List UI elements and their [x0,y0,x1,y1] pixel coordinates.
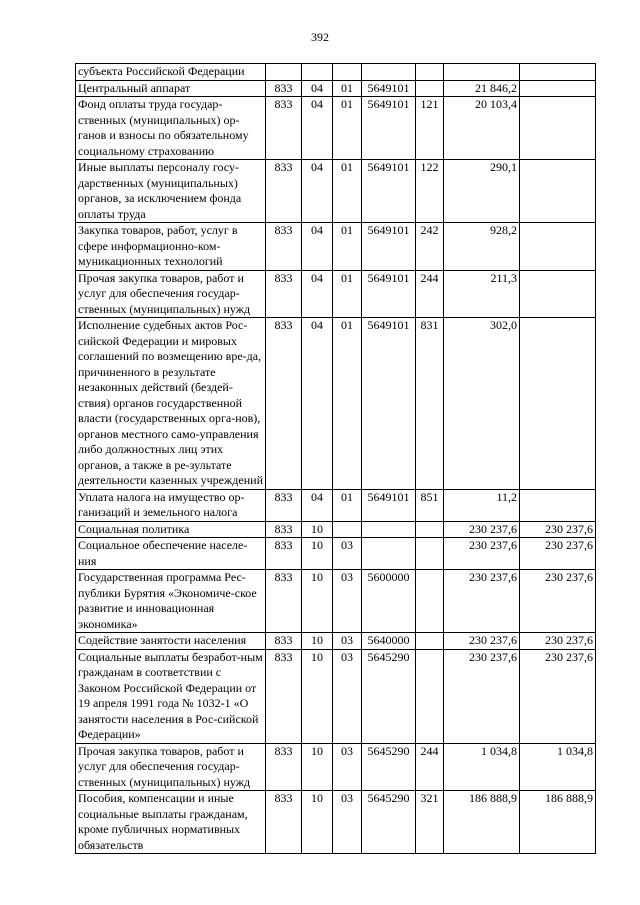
page-number: 392 [311,30,329,44]
cell-name: Социальное обеспечение населе-ния [76,538,266,570]
cell-expense-type [416,633,444,650]
table-row [76,538,596,570]
cell-section: 10 [302,633,333,650]
cell-amount: 1 034,8 [444,743,520,791]
cell-grbs: 833 [266,538,302,570]
cell-name: Уплата налога на имущество ор-ганизаций и земельного налога [76,489,266,521]
cell-amount: 11,2 [444,489,520,521]
cell-grbs: 833 [266,270,302,318]
cell-name: Исполнение судебных актов Рос-сийской Федерации и мировых соглашений по возмещению вре-да, причиненного в результате незаконных действий (бездей-ствия) органов государственной власти (государственных орга-нов), органов местного само-управления либо должностных лиц этих органов, а также в ре-зультате деятельности казенных учреждений [76,318,266,490]
cell-amount: 290,1 [444,160,520,223]
cell-target-item: 5645290 [362,791,416,854]
table-row [76,570,596,633]
cell-section: 04 [302,223,333,271]
cell-expense-type: 831 [416,318,444,490]
cell-grbs: 833 [266,489,302,521]
cell-expense-type [416,521,444,538]
cell-expense-type [416,64,444,81]
cell-amount-federal: 230 237,6 [520,538,596,570]
cell-section: 04 [302,489,333,521]
cell-name: Пособия, компенсации и иные социальные выплаты гражданам, кроме публичных нормативных обязательств [76,791,266,854]
cell-grbs: 833 [266,97,302,160]
cell-grbs: 833 [266,80,302,97]
cell-section [302,64,333,81]
cell-grbs: 833 [266,570,302,633]
cell-subsection: 03 [333,649,362,743]
cell-grbs: 833 [266,223,302,271]
cell-target-item: 5649101 [362,223,416,271]
cell-amount: 20 103,4 [444,97,520,160]
cell-target-item: 5649101 [362,489,416,521]
cell-subsection: 03 [333,570,362,633]
cell-amount-federal: 230 237,6 [520,649,596,743]
cell-section: 10 [302,521,333,538]
cell-name: Содействие занятости населения [76,633,266,650]
cell-name: Закупка товаров, работ, услуг в сфере информационно-ком-муникационных технологий [76,223,266,271]
cell-section: 10 [302,743,333,791]
cell-amount-federal [520,318,596,490]
table-row [76,160,596,223]
cell-amount: 230 237,6 [444,538,520,570]
table-row [76,270,596,318]
cell-target-item: 5649101 [362,97,416,160]
cell-name: Прочая закупка товаров, работ и услуг для обеспечения государ-ственных (муниципальных) нужд [76,270,266,318]
cell-expense-type: 122 [416,160,444,223]
cell-amount-federal: 230 237,6 [520,521,596,538]
cell-name: Социальные выплаты безработ-ным гражданам в соответствии с Законом Российской Федерации от 19 апреля 1991 года № 1032-1 «О занятости населения в Рос-сийской Федерации» [76,649,266,743]
cell-amount-federal: 230 237,6 [520,570,596,633]
cell-grbs: 833 [266,791,302,854]
cell-amount: 302,0 [444,318,520,490]
cell-section: 04 [302,80,333,97]
cell-target-item: 5640000 [362,633,416,650]
cell-amount-federal: 186 888,9 [520,791,596,854]
cell-expense-type [416,538,444,570]
cell-subsection: 01 [333,489,362,521]
cell-grbs: 833 [266,649,302,743]
table-row [76,791,596,854]
table-row [76,97,596,160]
cell-grbs: 833 [266,160,302,223]
table-body [76,64,596,854]
cell-amount-federal [520,223,596,271]
cell-amount [444,64,520,81]
cell-amount: 230 237,6 [444,521,520,538]
table-row [76,633,596,650]
cell-target-item [362,538,416,570]
cell-subsection: 01 [333,270,362,318]
cell-expense-type: 242 [416,223,444,271]
table-row [76,489,596,521]
cell-amount: 928,2 [444,223,520,271]
cell-section: 04 [302,270,333,318]
cell-amount: 230 237,6 [444,633,520,650]
cell-subsection: 01 [333,318,362,490]
cell-amount-federal [520,489,596,521]
table-row [76,223,596,271]
cell-name: Иные выплаты персоналу госу-дарственных (муниципальных) органов, за исключением фонда оплаты труда [76,160,266,223]
cell-name: Центральный аппарат [76,80,266,97]
cell-expense-type [416,570,444,633]
cell-subsection: 01 [333,97,362,160]
cell-amount-federal [520,270,596,318]
cell-amount-federal [520,97,596,160]
cell-amount-federal [520,160,596,223]
cell-subsection: 03 [333,791,362,854]
cell-grbs [266,64,302,81]
cell-subsection: 01 [333,80,362,97]
cell-target-item: 5649101 [362,80,416,97]
cell-target-item: 5645290 [362,743,416,791]
cell-amount: 230 237,6 [444,649,520,743]
cell-amount: 230 237,6 [444,570,520,633]
cell-amount: 21 846,2 [444,80,520,97]
cell-amount-federal: 1 034,8 [520,743,596,791]
cell-expense-type [416,80,444,97]
cell-name: субъекта Российской Федерации [76,64,266,81]
cell-section: 04 [302,97,333,160]
cell-expense-type [416,649,444,743]
table-row [76,521,596,538]
cell-amount: 186 888,9 [444,791,520,854]
cell-expense-type: 121 [416,97,444,160]
cell-amount-federal: 230 237,6 [520,633,596,650]
cell-section: 10 [302,791,333,854]
cell-grbs: 833 [266,521,302,538]
cell-amount: 211,3 [444,270,520,318]
cell-subsection [333,64,362,81]
cell-subsection: 03 [333,538,362,570]
cell-target-item: 5649101 [362,160,416,223]
cell-expense-type: 321 [416,791,444,854]
cell-section: 04 [302,318,333,490]
cell-subsection: 03 [333,743,362,791]
cell-subsection [333,521,362,538]
cell-section: 04 [302,160,333,223]
cell-target-item: 5645290 [362,649,416,743]
table-row [76,80,596,97]
cell-target-item: 5649101 [362,270,416,318]
cell-grbs: 833 [266,743,302,791]
cell-name: Государственная программа Рес-публики Бурятия «Экономиче-ское развитие и инновационная экономика» [76,570,266,633]
cell-name: Прочая закупка товаров, работ и услуг для обеспечения государ-ственных (муниципальных) нужд [76,743,266,791]
cell-name: Фонд оплаты труда государ-ственных (муниципальных) ор-ганов и взносы по обязательному социальному страхованию [76,97,266,160]
cell-expense-type: 851 [416,489,444,521]
cell-target-item [362,521,416,538]
table-row [76,649,596,743]
cell-section: 10 [302,649,333,743]
cell-subsection: 03 [333,633,362,650]
cell-amount-federal [520,64,596,81]
cell-section: 10 [302,538,333,570]
budget-table [75,63,596,854]
table-row [76,743,596,791]
cell-amount-federal [520,80,596,97]
cell-target-item: 5649101 [362,318,416,490]
cell-target-item [362,64,416,81]
cell-expense-type: 244 [416,270,444,318]
cell-expense-type: 244 [416,743,444,791]
cell-name: Социальная политика [76,521,266,538]
cell-subsection: 01 [333,223,362,271]
table-row [76,64,596,81]
cell-target-item: 5600000 [362,570,416,633]
table-row [76,318,596,490]
cell-grbs: 833 [266,633,302,650]
cell-section: 10 [302,570,333,633]
cell-subsection: 01 [333,160,362,223]
cell-grbs: 833 [266,318,302,490]
